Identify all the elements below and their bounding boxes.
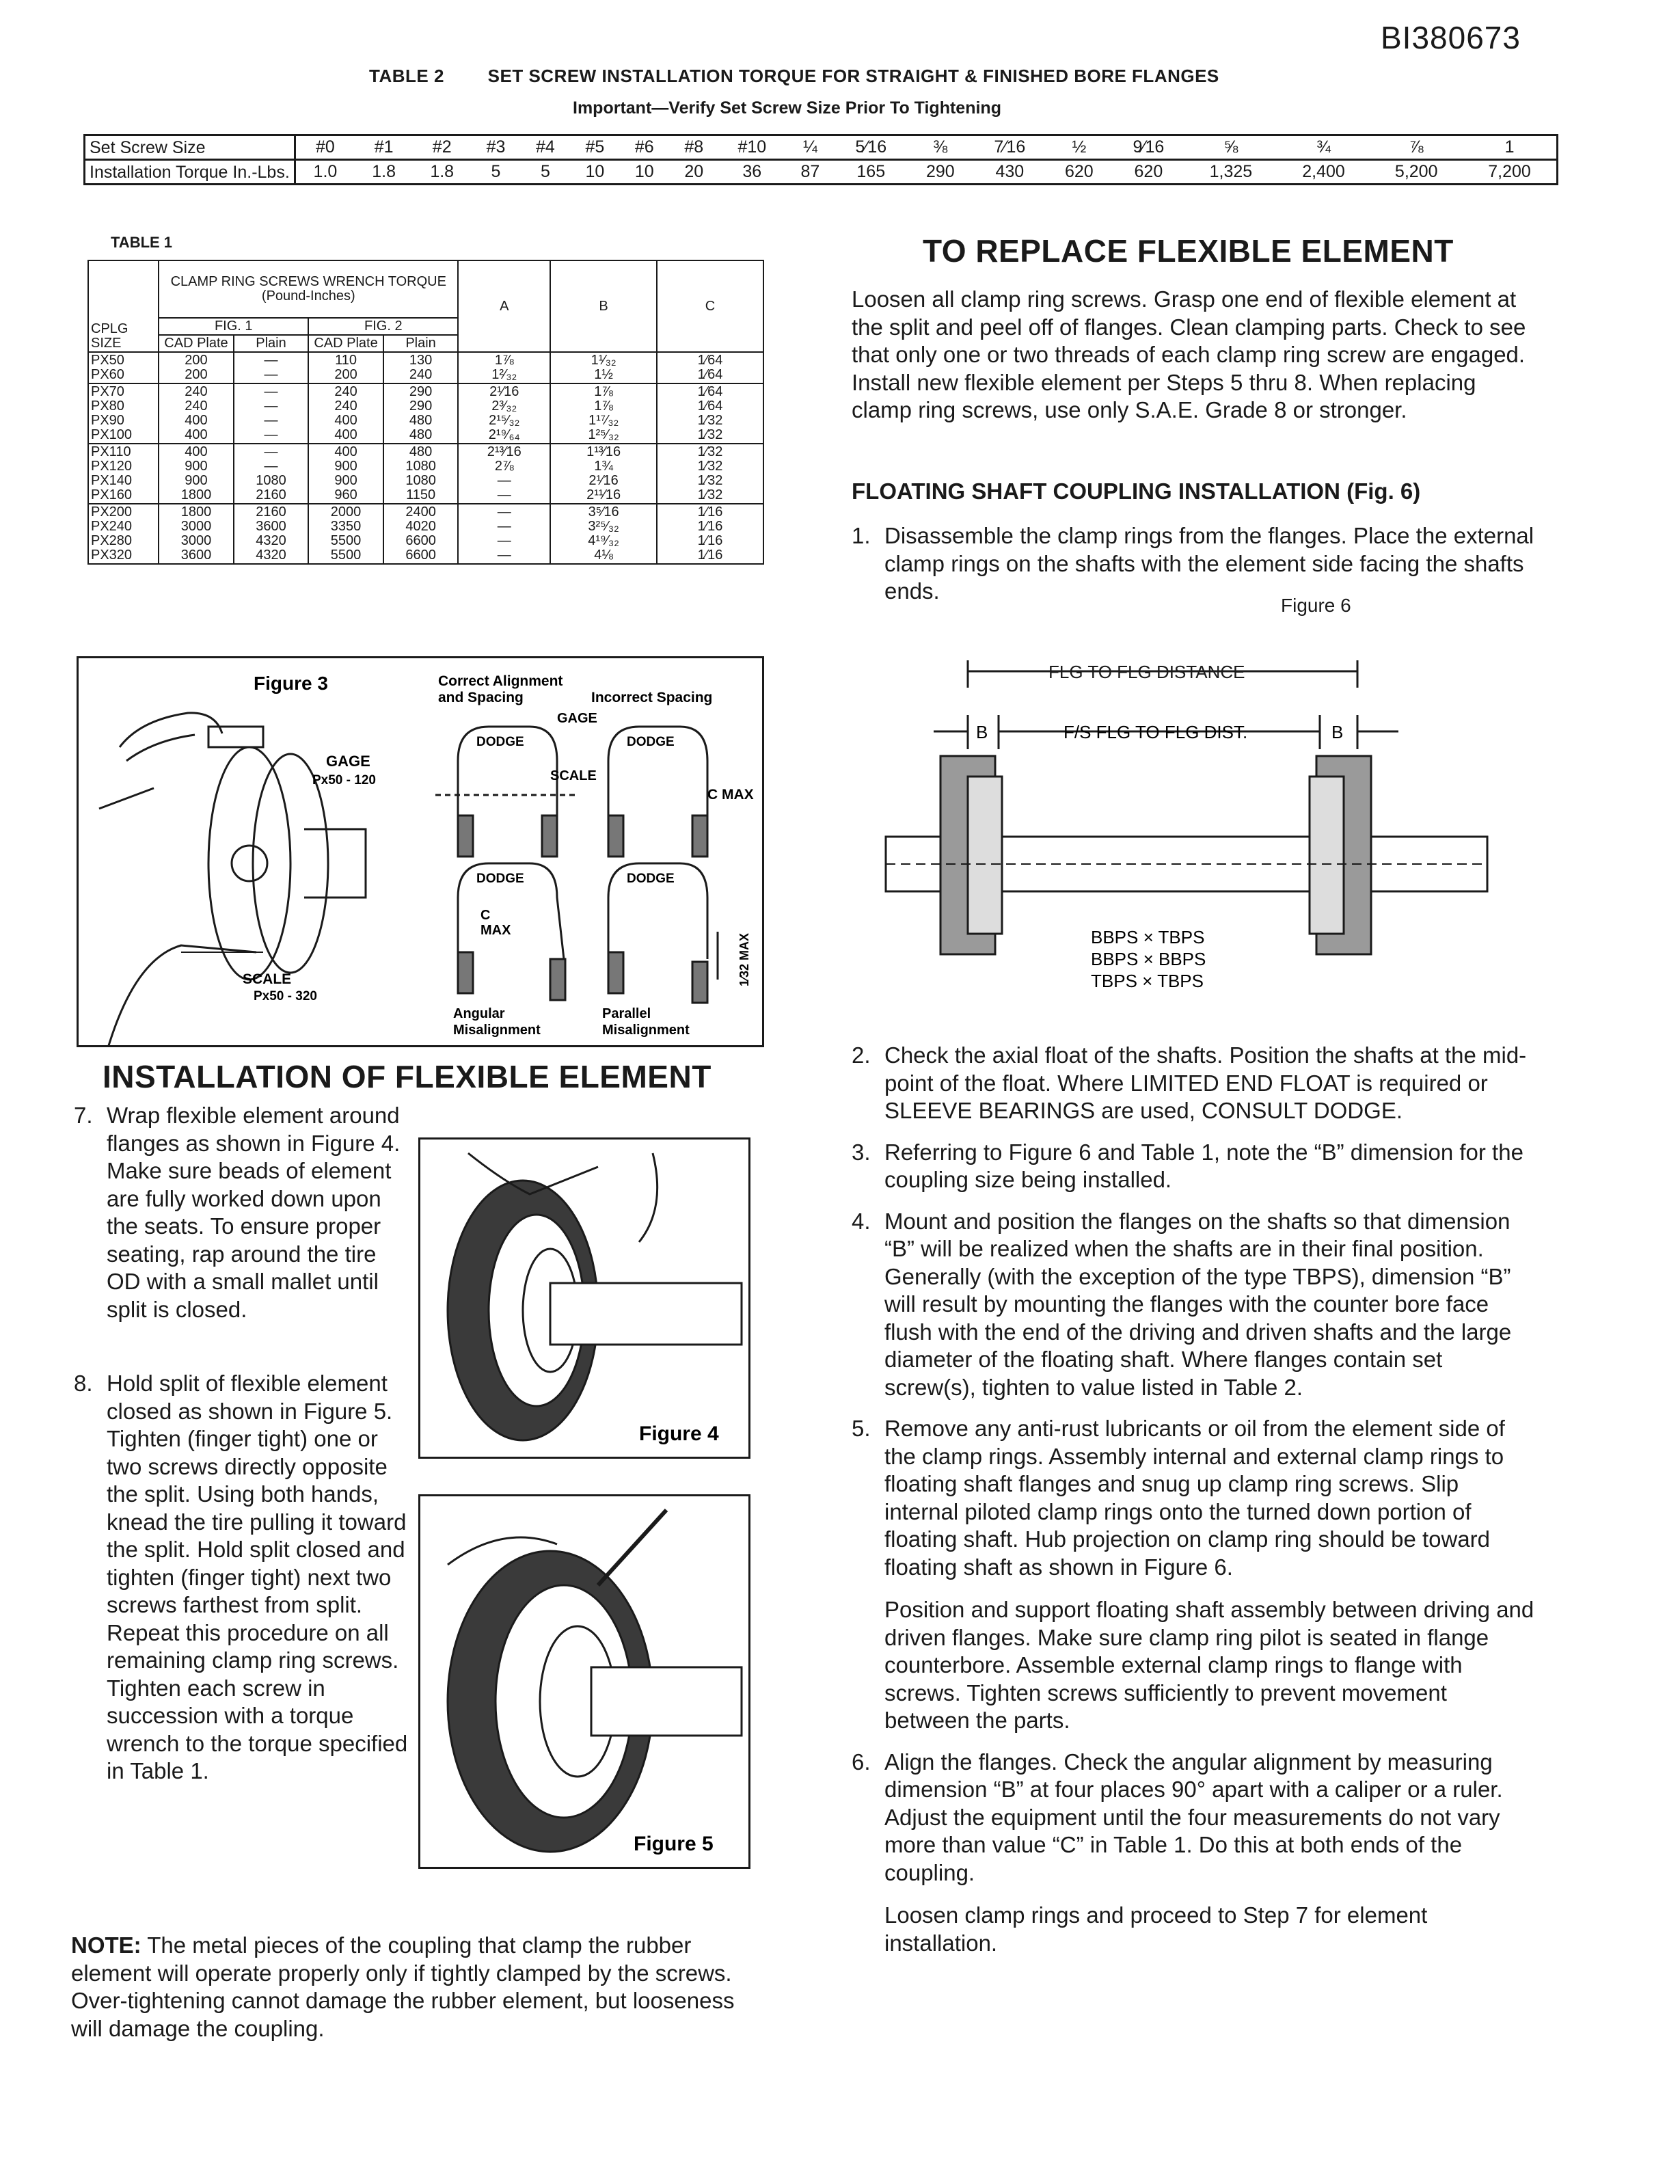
size-cell: ⅝ bbox=[1184, 135, 1277, 160]
table1-cell-f1cad: 240 240 400 400 bbox=[159, 383, 234, 444]
table1-cell-f1cad: 200 200 bbox=[159, 352, 234, 383]
table1-head-clamp: CLAMP RING SCREWS WRENCH TORQUE (Pound-Inches) bbox=[159, 260, 458, 318]
table1-head-a: A bbox=[458, 260, 550, 352]
angular-2: Misalignment bbox=[453, 1023, 541, 1038]
parallel-2: Misalignment bbox=[602, 1023, 690, 1038]
torque-cell: 10 bbox=[570, 160, 619, 185]
figure3-correct-1: Correct Alignment bbox=[438, 673, 563, 689]
floating-steps-2-6 bbox=[852, 1042, 1535, 1971]
figure3-scale-range: Px50 - 320 bbox=[254, 989, 317, 1003]
size-cell: #5 bbox=[570, 135, 619, 160]
step-number: 7. bbox=[74, 1103, 93, 1128]
table1-cell-sizes: PX110 PX120 PX140 PX160 bbox=[88, 444, 159, 504]
figure4 bbox=[418, 1137, 750, 1459]
table1-head-cplg: CPLG SIZE bbox=[88, 260, 159, 352]
figure5-caption: Figure 5 bbox=[634, 1833, 714, 1855]
table1-cell-f2plain: 290 290 480 480 bbox=[383, 383, 459, 444]
torque-cell: 87 bbox=[785, 160, 835, 185]
table1-head-cad2: CAD Plate bbox=[308, 335, 383, 352]
table1-label: TABLE 1 bbox=[111, 234, 173, 251]
size-cell: 5⁄16 bbox=[835, 135, 907, 160]
table1-head-c: C bbox=[657, 260, 763, 352]
table1-cell-f1plain: — — — — bbox=[234, 383, 309, 444]
step-text: Remove any anti-rust lubricants or oil from the element side of the clamp rings. Assembly internal and external clamp rings to floating shaft flanges and snug up clamp ring screws. Slip internal piloted clamp rings onto the turned down portion of floating shaft. Hub projection on clamp ring should be toward floating shaft as shown in Figure 6. bbox=[884, 1416, 1505, 1580]
table1-head-plain2: Plain bbox=[383, 335, 459, 352]
torque-cell: 290 bbox=[907, 160, 974, 185]
table2-label: TABLE 2 bbox=[369, 66, 444, 86]
step-number: 1. bbox=[852, 523, 871, 548]
table2-subtitle: Important—Verify Set Screw Size Prior To Tightening bbox=[573, 98, 1001, 118]
table1-head-fig2: FIG. 2 bbox=[308, 318, 458, 335]
size-cell: ⅞ bbox=[1370, 135, 1463, 160]
figure6-fs-dist: F/S FLG TO FLG DIST. bbox=[1063, 722, 1248, 742]
table1-head-fig1: FIG. 1 bbox=[159, 318, 308, 335]
table1-cell-sizes: PX50 PX60 bbox=[88, 352, 159, 383]
table1-head-b: B bbox=[550, 260, 657, 352]
table1-cell-f2cad: 240 240 400 400 bbox=[308, 383, 383, 444]
floating-step-5 bbox=[852, 1415, 1535, 1735]
table1-cell-b: 1¹³⁄16 1¾ 2¹⁄16 2¹¹⁄16 bbox=[550, 444, 657, 504]
table1-cell-f1cad: 1800 3000 3000 3600 bbox=[159, 504, 234, 564]
torque-cell: 1.8 bbox=[355, 160, 413, 185]
table1-cell-a: 1⅞ 1²⁄₃₂ bbox=[458, 352, 550, 383]
figure3-box bbox=[77, 656, 764, 1047]
table1-row bbox=[88, 352, 763, 383]
step-text: Disassemble the clamp rings from the flanges. Place the external clamp rings on the shafts with the element side facing the shafts ends. bbox=[884, 523, 1534, 604]
table1-cell-f2plain: 130 240 bbox=[383, 352, 459, 383]
step-text: Check the axial float of the shafts. Position the shafts at the mid-point of the float. Where LIMITED END FLOAT is required or SLEEVE BEARINGS are used, CONSULT DODGE. bbox=[884, 1042, 1527, 1123]
figure4-drawing bbox=[420, 1140, 748, 1457]
dodge-label-3: DODGE bbox=[476, 872, 524, 886]
step-number: 4. bbox=[852, 1208, 871, 1234]
table1-cell-f1plain: 2160 3600 4320 4320 bbox=[234, 504, 309, 564]
table1-cell-f1plain: — — bbox=[234, 352, 309, 383]
step-number: 3. bbox=[852, 1139, 871, 1165]
note-text: The metal pieces of the coupling that clamp the rubber element will operate properly only if tightly clamped by the screws. Over-tightening cannot damage the rubber element, but looseness will damage the coupling. bbox=[71, 1932, 735, 2041]
figure5-drawing bbox=[420, 1496, 748, 1867]
table1-cell-f1plain: — — 1080 2160 bbox=[234, 444, 309, 504]
torque-cell: 7,200 bbox=[1463, 160, 1557, 185]
step-paragraph: Position and support floating shaft assembly between driving and driven flanges. Make sure clamp ring pilot is seated in flange counterbore. Assemble external clamp rings to flange with screws. Tighten screws sufficiently to prevent movement between the parts. bbox=[884, 1597, 1534, 1733]
figure3-gage: GAGE bbox=[326, 753, 370, 770]
table1 bbox=[87, 260, 764, 565]
table1-cell-f2cad: 400 900 900 960 bbox=[308, 444, 383, 504]
torque-cell: 430 bbox=[974, 160, 1046, 185]
dodge-label-1: DODGE bbox=[476, 735, 524, 749]
step-number: 5. bbox=[852, 1416, 871, 1441]
figure6-flg-dist: FLG TO FLG DISTANCE bbox=[1048, 662, 1245, 682]
step-number: 2. bbox=[852, 1042, 871, 1068]
table1-cell-f1cad: 400 900 900 1800 bbox=[159, 444, 234, 504]
size-cell: #4 bbox=[521, 135, 570, 160]
figure3-correct-2: and Spacing bbox=[438, 690, 524, 705]
table1-cell-a: — — — — bbox=[458, 504, 550, 564]
table1-cell-f2plain: 2400 4020 6600 6600 bbox=[383, 504, 459, 564]
table1-cell-a: 2¹³⁄16 2⅞ — — bbox=[458, 444, 550, 504]
table1-row bbox=[88, 444, 763, 504]
figure6-b-right: B bbox=[1331, 722, 1344, 742]
figure3-caption: Figure 3 bbox=[254, 673, 328, 694]
table1-cell-f2plain: 480 1080 1080 1150 bbox=[383, 444, 459, 504]
step-text: Wrap flexible element around flanges as shown in Figure 4. Make sure beads of element are fully worked down upon the seats. To ensure proper seating, rap around the tire OD with a small mallet until split is closed. bbox=[107, 1103, 401, 1322]
floating-step-2 bbox=[852, 1042, 1535, 1125]
floating-step-1 bbox=[852, 522, 1535, 606]
table1-cell-a: 2¹⁄16 2³⁄₃₂ 2¹⁵⁄₃₂ 2¹⁹⁄₆₄ bbox=[458, 383, 550, 444]
table1-cell-b: 3⁵⁄16 3²⁵⁄₃₂ 4¹⁹⁄₃₂ 4⅛ bbox=[550, 504, 657, 564]
table2-title: SET SCREW INSTALLATION TORQUE FOR STRAIGHT & FINISHED BORE FLANGES bbox=[487, 66, 1219, 86]
torque-cell: 620 bbox=[1046, 160, 1113, 185]
install-step-8 bbox=[74, 1370, 416, 1785]
size-cell: #6 bbox=[620, 135, 669, 160]
step-number: 8. bbox=[74, 1371, 93, 1396]
table1-cell-c: 1⁄32 1⁄32 1⁄32 1⁄32 bbox=[657, 444, 763, 504]
figure4-caption: Figure 4 bbox=[639, 1423, 719, 1445]
table2-torque-head: Installation Torque In.-Lbs. bbox=[85, 160, 295, 185]
floating-step-4 bbox=[852, 1208, 1535, 1402]
table2 bbox=[83, 134, 1558, 185]
size-cell: #0 bbox=[295, 135, 355, 160]
torque-cell: 1.0 bbox=[295, 160, 355, 185]
size-cell: #2 bbox=[413, 135, 471, 160]
replace-text: Loosen all clamp ring screws. Grasp one end of flexible element at the split and peel off of flanges. Clean clamping parts. Check to see that only one or two threads of each clamp ring screw are engaged. Install new flexible element per Steps 5 thru 8. When replacing clamp ring screws, use only S.A.E. Grade 8 or stronger. bbox=[852, 286, 1526, 422]
size-cell: ¼ bbox=[785, 135, 835, 160]
figure6-drawing bbox=[879, 647, 1494, 1002]
torque-cell: 165 bbox=[835, 160, 907, 185]
table1-cell-b: 1⅞ 1⅞ 1¹⁷⁄₃₂ 1²⁵⁄₃₂ bbox=[550, 383, 657, 444]
step-text: Align the flanges. Check the angular alignment by measuring dimension “B” at four places 90° apart with a caliper or a ruler. Adjust the equipment until the four measurements do not vary more than value “C” in Table 1. Do this at both ends of the coupling. bbox=[884, 1749, 1503, 1885]
torque-cell: 10 bbox=[620, 160, 669, 185]
note bbox=[71, 1932, 755, 2043]
dodge-label-2: DODGE bbox=[627, 735, 675, 749]
figure3-c: C bbox=[480, 908, 491, 923]
torque-cell: 5 bbox=[521, 160, 570, 185]
install-heading: INSTALLATION OF FLEXIBLE ELEMENT bbox=[103, 1059, 712, 1094]
table2-size-head: Set Screw Size bbox=[85, 135, 295, 160]
table1-head-cad1: CAD Plate bbox=[159, 335, 234, 352]
figure6-b-left: B bbox=[976, 722, 988, 742]
size-cell: ⅜ bbox=[907, 135, 974, 160]
size-cell: 1 bbox=[1463, 135, 1557, 160]
figure3-gage-range: Px50 - 120 bbox=[312, 773, 376, 787]
torque-cell: 620 bbox=[1113, 160, 1184, 185]
angular-1: Angular bbox=[453, 1006, 505, 1021]
figure6-combo-1: BBPS × TBPS bbox=[1091, 927, 1205, 947]
table1-cell-f2cad: 2000 3350 5500 5500 bbox=[308, 504, 383, 564]
step-number: 6. bbox=[852, 1749, 871, 1775]
replace-heading: TO REPLACE FLEXIBLE ELEMENT bbox=[923, 233, 1454, 269]
torque-cell: 20 bbox=[669, 160, 718, 185]
figure3-gage-small: GAGE bbox=[557, 711, 597, 726]
table1-cell-f2cad: 110 200 bbox=[308, 352, 383, 383]
install-step-7 bbox=[74, 1102, 416, 1323]
size-cell: 7⁄16 bbox=[974, 135, 1046, 160]
size-cell: ¾ bbox=[1277, 135, 1370, 160]
figure3-drawing bbox=[79, 658, 762, 1045]
size-cell: #8 bbox=[669, 135, 718, 160]
table1-cell-c: 1⁄16 1⁄16 1⁄16 1⁄16 bbox=[657, 504, 763, 564]
figure5 bbox=[418, 1494, 750, 1869]
figure6-combo-2: BBPS × BBPS bbox=[1091, 949, 1206, 969]
figure3-scale: SCALE bbox=[243, 971, 292, 987]
parallel-1: Parallel bbox=[602, 1006, 651, 1021]
table1-cell-sizes: PX70 PX80 PX90 PX100 bbox=[88, 383, 159, 444]
torque-cell: 1,325 bbox=[1184, 160, 1277, 185]
table1-cell-sizes: PX200 PX240 PX280 PX320 bbox=[88, 504, 159, 564]
torque-cell: 1.8 bbox=[413, 160, 471, 185]
step-text: Mount and position the flanges on the shafts so that dimension “B” will be realized when the shafts are in their final position. Generally (with the exception of the type TBPS), dimension “B” will result by mounting the flanges with the counter bore face flush with the end of the driving and driven shafts and the large diameter of the floating shaft. Where flanges contain set screw(s), tighten to value listed in Table 2. bbox=[884, 1208, 1512, 1400]
figure3-cmax: C MAX bbox=[707, 787, 754, 803]
note-label: NOTE: bbox=[71, 1932, 141, 1958]
document-id: BI380673 bbox=[1381, 20, 1521, 55]
dodge-label-4: DODGE bbox=[627, 872, 675, 886]
table1-cell-b: 1¹⁄₃₂ 1½ bbox=[550, 352, 657, 383]
table2-size-row bbox=[85, 135, 1558, 160]
figure3-max: MAX bbox=[480, 923, 511, 938]
floating-step-3 bbox=[852, 1139, 1535, 1194]
table1-head-plain1: Plain bbox=[234, 335, 309, 352]
size-cell: #10 bbox=[718, 135, 785, 160]
size-cell: #3 bbox=[471, 135, 520, 160]
floating-step-6 bbox=[852, 1749, 1535, 1958]
torque-cell: 5 bbox=[471, 160, 520, 185]
size-cell: #1 bbox=[355, 135, 413, 160]
table2-torque-row bbox=[85, 160, 1558, 185]
torque-cell: 2,400 bbox=[1277, 160, 1370, 185]
step-text: Hold split of flexible element closed as shown in Figure 5. Tighten (finger tight) one or two screws directly opposite the split. Using both hands, knead the tire pulling it toward the split. Hold split closed and tighten (finger tight) next two screws farthest from split. Repeat this procedure on all remaining clamp ring screws. Tighten each screw in succession with a torque wrench to the torque specified in Table 1. bbox=[107, 1371, 408, 1783]
torque-cell: 36 bbox=[718, 160, 785, 185]
step-paragraph: Loosen clamp rings and proceed to Step 7 for element installation. bbox=[884, 1902, 1428, 1956]
step-text: Referring to Figure 6 and Table 1, note the “B” dimension for the coupling size being installed. bbox=[884, 1139, 1523, 1192]
figure3-scale-small: SCALE bbox=[550, 768, 597, 783]
table1-row bbox=[88, 504, 763, 564]
figure6-caption: Figure 6 bbox=[1281, 595, 1351, 616]
size-cell: ½ bbox=[1046, 135, 1113, 160]
floating-heading: FLOATING SHAFT COUPLING INSTALLATION (Fig. 6) bbox=[852, 478, 1421, 504]
floating-shaft-assembly bbox=[886, 756, 1487, 954]
figure3-incorrect: Incorrect Spacing bbox=[591, 690, 713, 705]
table1-row bbox=[88, 383, 763, 444]
figure6-combo-3: TBPS × TBPS bbox=[1091, 971, 1204, 991]
figure3-max32: 1⁄32 MAX bbox=[737, 932, 751, 986]
torque-cell: 5,200 bbox=[1370, 160, 1463, 185]
table1-cell-c: 1⁄64 1⁄64 1⁄32 1⁄32 bbox=[657, 383, 763, 444]
size-cell: 9⁄16 bbox=[1113, 135, 1184, 160]
table2-title-line bbox=[369, 66, 1219, 87]
table1-cell-c: 1⁄64 1⁄64 bbox=[657, 352, 763, 383]
